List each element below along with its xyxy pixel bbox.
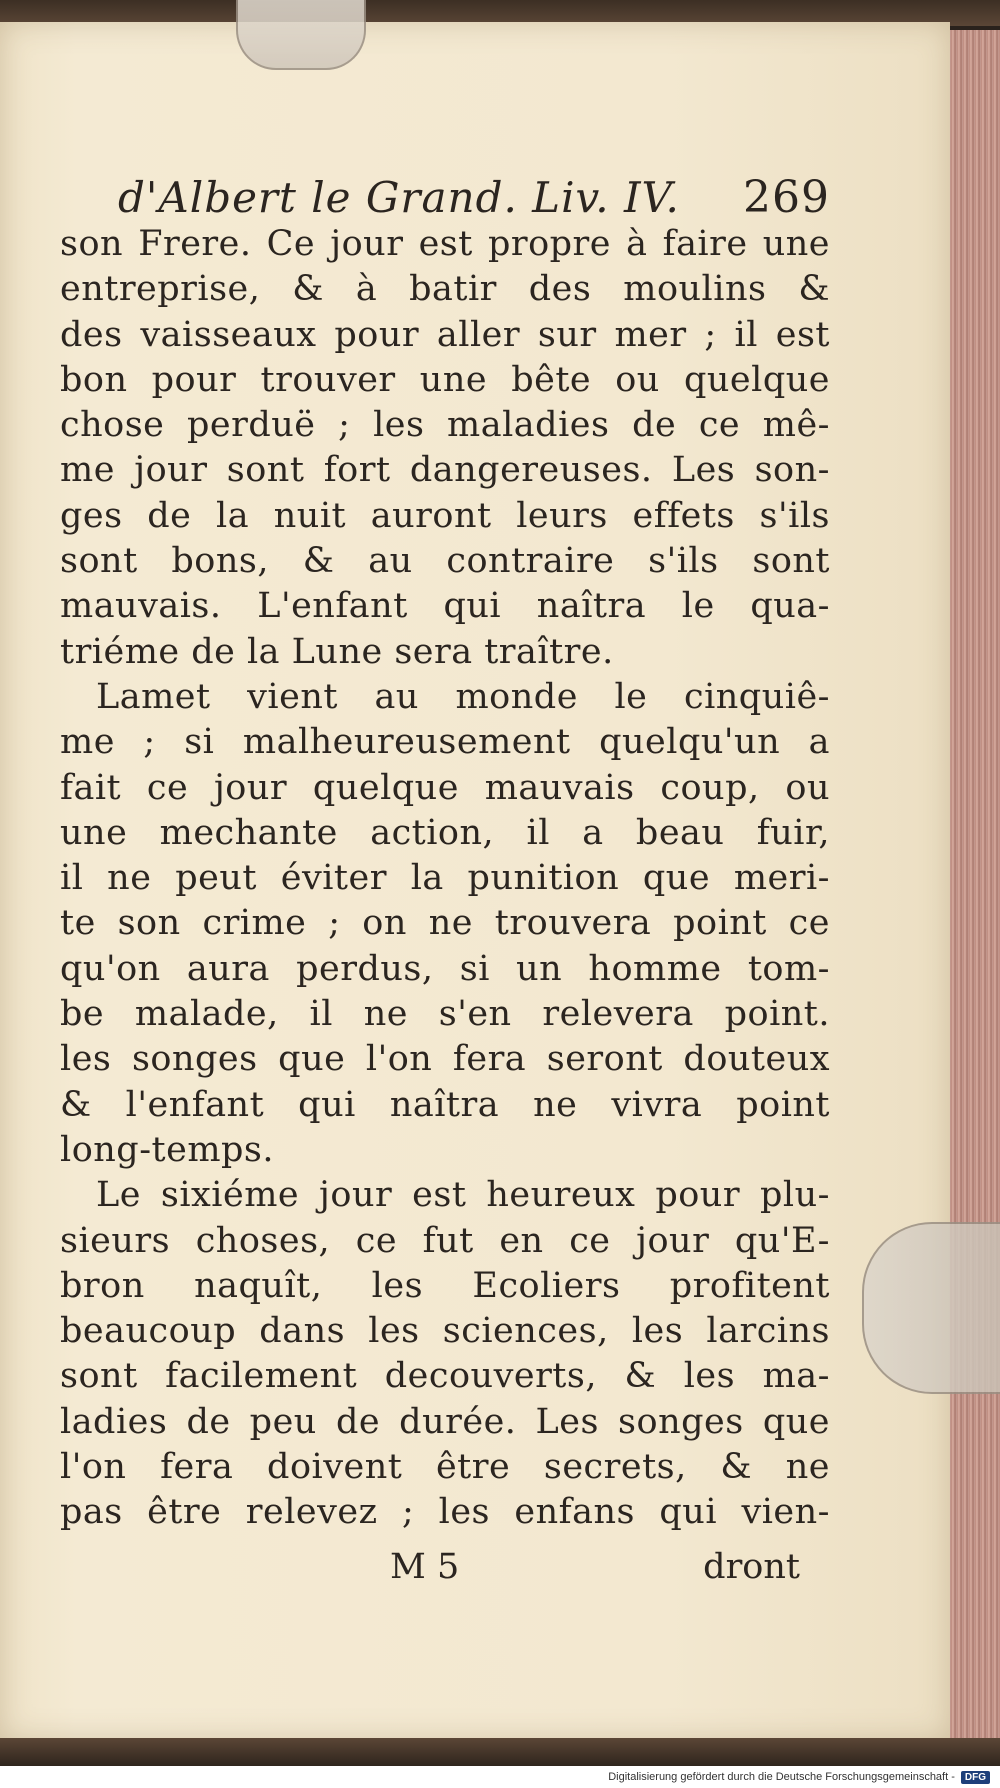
text-line: l'on fera doivent être secrets, & ne [60,1447,830,1488]
signature-mark: M 5 [390,1547,460,1587]
page-clip-side [862,1222,1000,1394]
running-title: d'Albert le Grand. Liv. IV. [118,173,680,222]
text-block [60,172,830,1536]
text-line: les songes que l'on fera seront douteux [60,1039,830,1080]
running-head [118,172,830,222]
text-line: Le sixiéme jour est heureux pour plu- [96,1175,830,1216]
digitization-footer [0,1766,1000,1788]
text-line: entreprise, & à batir des moulins & [60,269,830,310]
digitization-note: Digitalisierung gefördert durch die Deutsche Forschungsgemeinschaft - [608,1771,955,1783]
dfg-logo: DFG [961,1771,990,1784]
text-line: il ne peut éviter la punition que meri- [60,858,830,899]
text-line: ladies de peu de durée. Les songes que [60,1401,830,1442]
text-line: long-temps. [60,1129,274,1170]
text-line: me ; si malheureusement quelqu'un a [60,722,830,763]
page-edges [945,30,1000,1740]
text-line: Lamet vient au monde le cinquiê- [96,676,830,717]
book-page [0,22,950,1740]
text-line: une mechante action, il a beau fuir, [60,812,830,853]
page-footer [60,1547,800,1593]
text-line: sont bons, & au contraire s'ils sont [60,541,830,582]
book-binding-bottom [0,1738,1000,1766]
text-line: beaucoup dans les sciences, les larcins [60,1311,830,1352]
text-line: fait ce jour quelque mauvais coup, ou [60,767,830,808]
catchword: dront [703,1547,800,1587]
text-line: mauvais. L'enfant qui naîtra le qua- [60,586,830,627]
text-line: bon pour trouver une bête ou quelque [60,359,830,400]
text-line: & l'enfant qui naîtra ne vivra point [60,1084,830,1125]
text-line: triéme de la Lune sera traître. [60,631,614,672]
text-line: ges de la nuit auront leurs effets s'ils [60,495,830,536]
text-line: chose perduë ; les maladies de ce mê- [60,405,830,446]
page-number: 269 [743,172,830,223]
text-line: be malade, il ne s'en relevera point. [60,994,830,1035]
text-line: bron naquît, les Ecoliers profitent [60,1265,830,1306]
page-clip-top [236,0,366,70]
text-line: te son crime ; on ne trouvera point ce [60,903,830,944]
text-line: des vaisseaux pour aller sur mer ; il est [60,314,830,355]
text-line: sieurs choses, ce fut en ce jour qu'E- [60,1220,830,1261]
text-line: me jour sont fort dangereuses. Les son- [60,450,830,491]
text-line: qu'on aura perdus, si un homme tom- [60,948,830,989]
text-line: pas être relevez ; les enfans qui vien- [60,1492,830,1533]
text-line: son Frere. Ce jour est propre à faire une [60,224,830,264]
text-line: sont facilement decouverts, & les ma- [60,1356,830,1397]
